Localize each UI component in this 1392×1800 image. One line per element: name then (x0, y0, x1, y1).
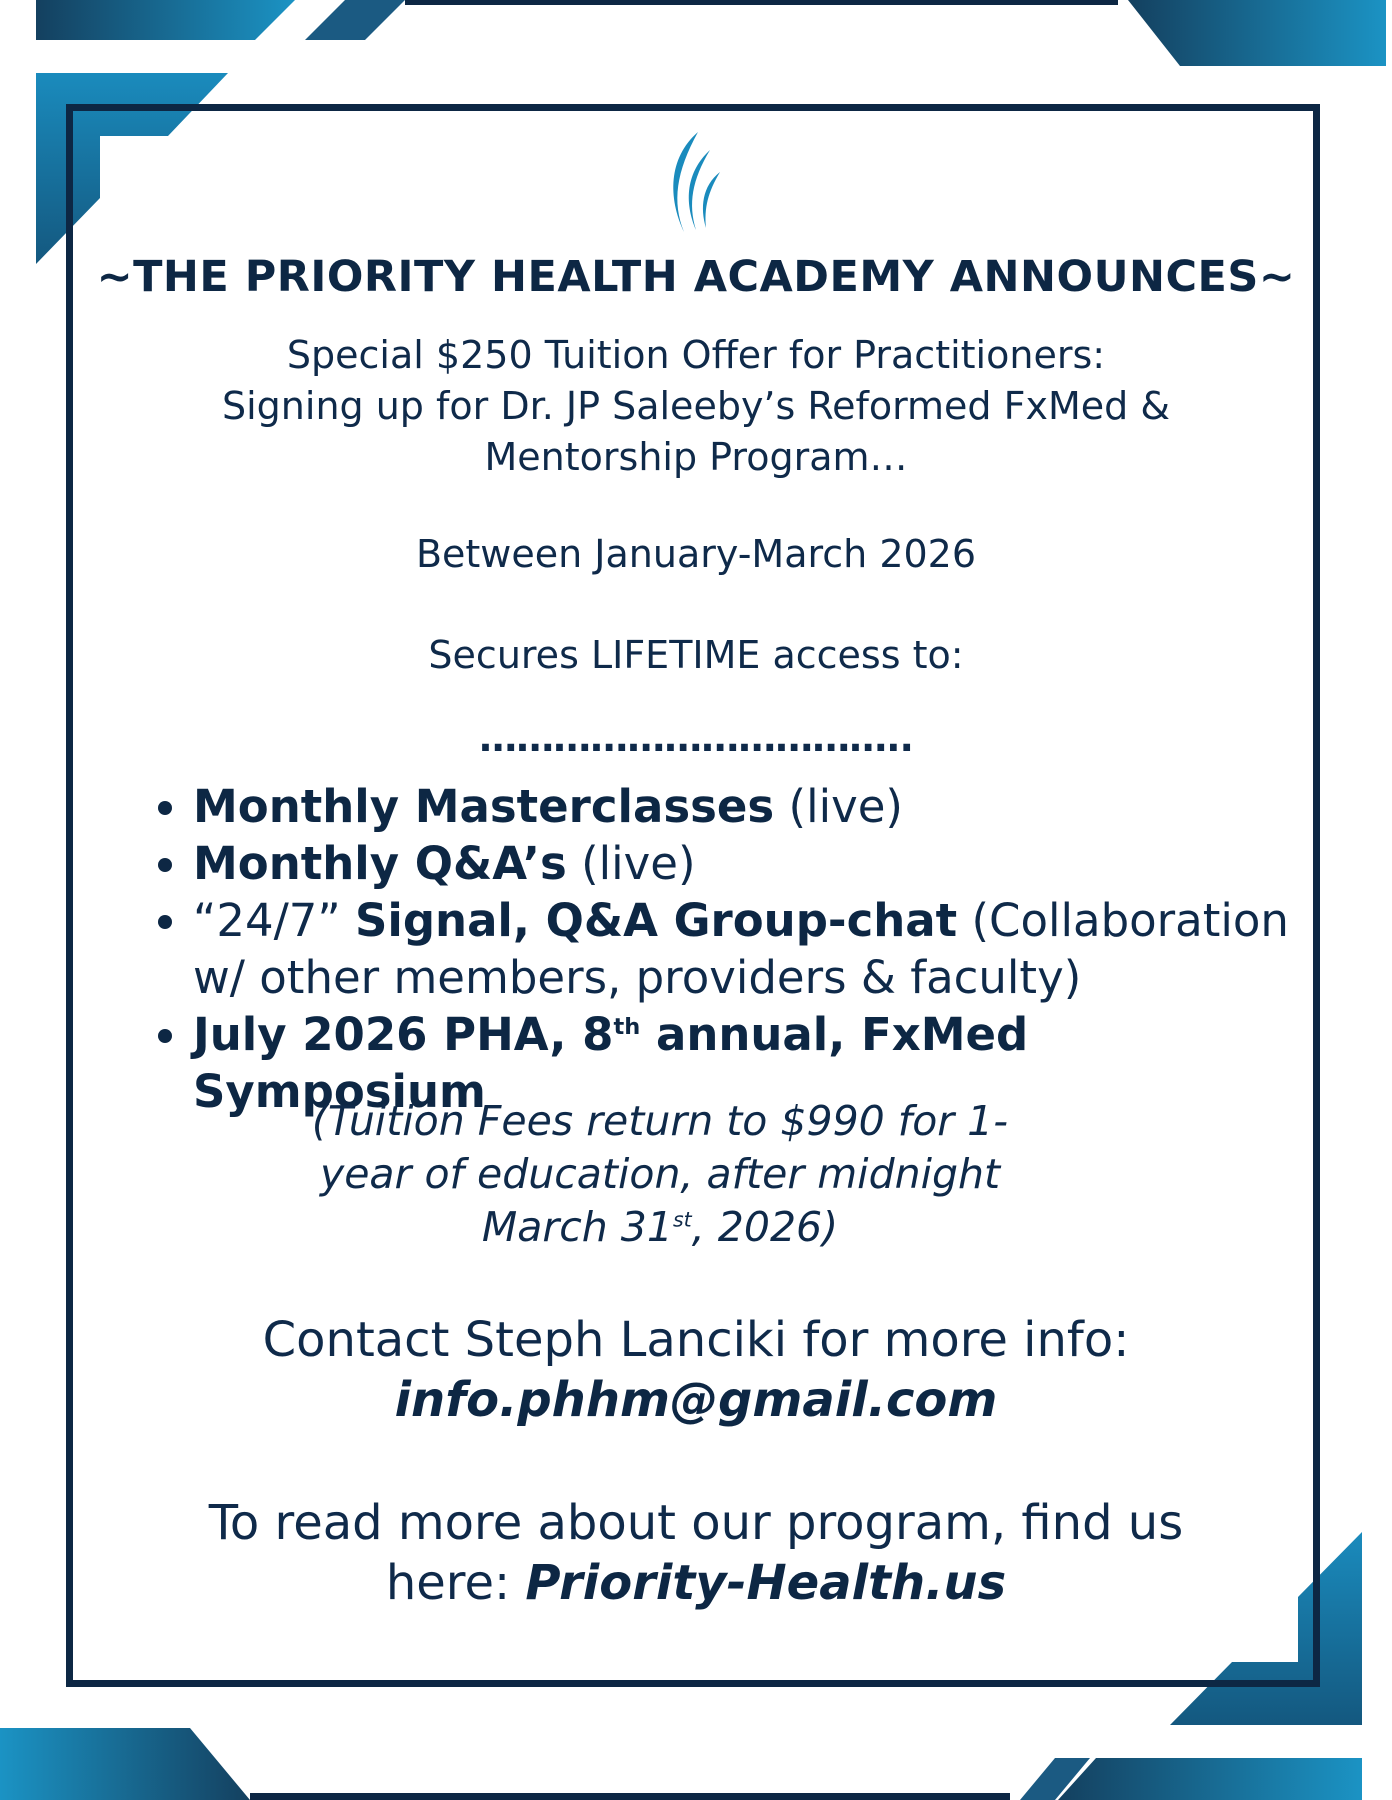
benefit-sup: th (613, 1014, 641, 1040)
intro-line-1: Special $250 Tuition Offer for Practitioners: (286, 333, 1106, 377)
flame-icon (658, 128, 726, 238)
bullet-icon (158, 915, 172, 929)
intro-line-3: Mentorship Program… (484, 435, 908, 479)
bullet-icon (158, 1029, 172, 1043)
top-left-slash (305, 0, 405, 40)
top-right-band (1128, 0, 1386, 66)
secures-text: Secures LIFETIME access to: (428, 633, 964, 677)
benefit-bold: Monthly Masterclasses (193, 780, 775, 833)
list-item (154, 892, 1304, 1006)
read-more-block (0, 1493, 1392, 1613)
read-more-line-2 (0, 1553, 1392, 1613)
benefit-rest: (live) (774, 780, 903, 833)
tuition-note (0, 1095, 1392, 1254)
intro-line-2: Signing up for Dr. JP Saleeby’s Reformed FxMed & (222, 384, 1170, 428)
note-line-3a: March 31 (481, 1203, 673, 1251)
website-link[interactable]: Priority-Health.us (525, 1555, 1007, 1611)
contact-label: Contact Steph Lanciki for more info: (262, 1312, 1130, 1368)
benefit-bold: Signal, Q&A Group-chat (354, 894, 958, 947)
benefits-list (154, 778, 1304, 1120)
note-line-2: year of education, after midnight (319, 1150, 1001, 1198)
email-link[interactable]: info.phhm@gmail.com (394, 1372, 998, 1428)
bullet-icon (158, 858, 172, 872)
dotted-divider: …………………………….. (479, 716, 913, 760)
bottom-left-band (0, 1728, 250, 1800)
bottom-right-band (1058, 1758, 1362, 1800)
note-line-3b: , 2026) (691, 1203, 839, 1251)
dates-text: Between January-March 2026 (415, 532, 977, 576)
benefit-rest: (Collaboration w/ other members, providers & faculty) (193, 894, 1289, 1004)
contact-block (0, 1310, 1392, 1430)
list-item (154, 835, 1304, 892)
list-item (154, 778, 1304, 835)
bullet-icon (158, 801, 172, 815)
benefit-bold: Monthly Q&A’s (193, 837, 567, 890)
intro-text (0, 330, 1392, 483)
benefit-bold-a: July 2026 PHA, 8 (193, 1008, 614, 1061)
benefit-pre: “24/7” (193, 894, 355, 947)
top-left-band (36, 0, 295, 40)
note-line-1: (Tuition Fees return to $990 for 1- (311, 1097, 1009, 1145)
note-sup: st (672, 1207, 692, 1232)
bottom-thin-line (250, 1793, 1010, 1800)
page-title: ~THE PRIORITY HEALTH ACADEMY ANNOUNCES~ (96, 252, 1296, 302)
benefit-rest: (live) (566, 837, 696, 890)
top-thin-line (405, 0, 1118, 5)
benefit-bold-b: annual, FxMed Symposium (193, 1008, 1029, 1118)
note-line-3 (290, 1201, 1030, 1254)
read-more-line-1: To read more about our program, find us (208, 1495, 1184, 1551)
read-more-prefix: here: (385, 1555, 526, 1611)
